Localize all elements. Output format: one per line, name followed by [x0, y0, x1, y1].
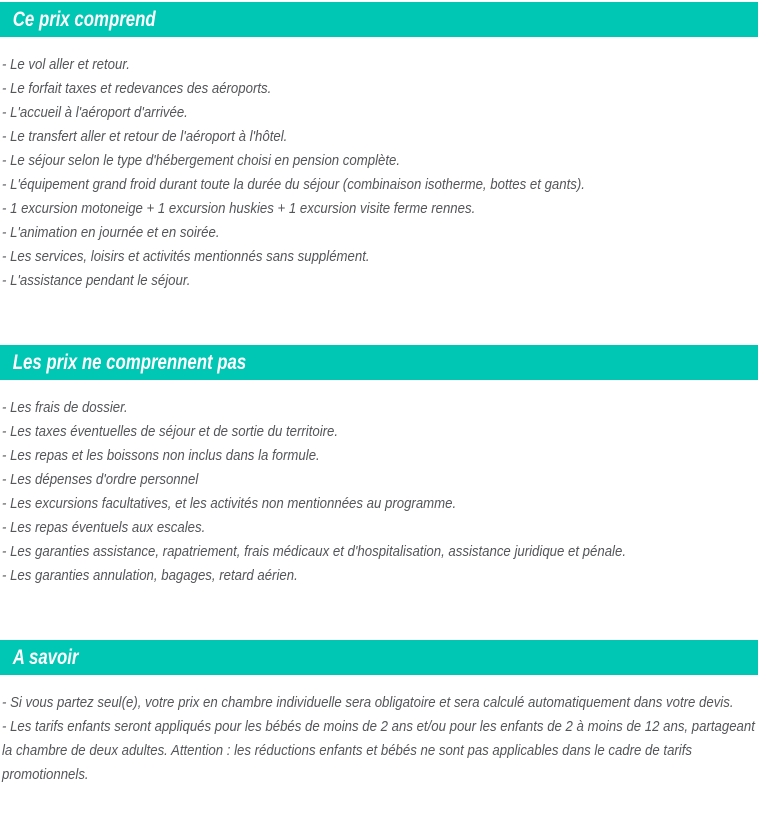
- list-item: - 1 excursion motoneige + 1 excursion huskies + 1 excursion visite ferme rennes.: [2, 200, 476, 217]
- list-item: - L'équipement grand froid durant toute la durée du séjour (combinaison isotherme, bottes et gants).: [2, 176, 585, 193]
- price-excludes-list: [2, 396, 756, 588]
- pricing-details-page: [0, 2, 758, 787]
- good-to-know-list: [2, 691, 756, 787]
- list-item: - L'assistance pendant le séjour.: [2, 272, 191, 289]
- section-body: [0, 37, 758, 293]
- list-item: - Le transfert aller et retour de l'aéroport à l'hôtel.: [2, 128, 288, 145]
- list-item: - L'animation en journée et en soirée.: [2, 224, 220, 241]
- section-header: [0, 2, 758, 37]
- list-item: - Les tarifs enfants seront appliqués pour les bébés de moins de 2 ans et/ou pour les enfants de 2 à moins de 12 ans, partageant la chambre de deux adultes. Attention : les réductions enfants et bébés ne sont pas applicables dans le cadre de tarifs promotionnels.: [2, 718, 755, 783]
- section-price-includes: [0, 2, 758, 293]
- list-item: - Si vous partez seul(e), votre prix en chambre individuelle sera obligatoire et sera calculé automatiquement dans votre devis.: [2, 694, 734, 711]
- section-title-good-to-know: A savoir: [12, 646, 79, 669]
- list-item: - Les repas éventuels aux escales.: [2, 519, 206, 536]
- section-header: [0, 640, 758, 675]
- list-item: - L'accueil à l'aéroport d'arrivée.: [2, 104, 188, 121]
- list-item: - Les frais de dossier.: [2, 399, 128, 416]
- list-item: - Le forfait taxes et redevances des aéroports.: [2, 80, 272, 97]
- price-includes-list: [2, 53, 756, 293]
- list-item: - Les repas et les boissons non inclus dans la formule.: [2, 447, 320, 464]
- section-body: [0, 675, 758, 787]
- section-header: [0, 345, 758, 380]
- list-item: - Les dépenses d'ordre personnel: [2, 471, 199, 488]
- list-item: - Les services, loisirs et activités mentionnés sans supplément.: [2, 248, 370, 265]
- section-good-to-know: [0, 640, 758, 787]
- section-title-price-excludes: Les prix ne comprennent pas: [12, 351, 247, 374]
- list-item: - Le séjour selon le type d'hébergement choisi en pension complète.: [2, 152, 401, 169]
- list-item: - Les excursions facultatives, et les activités non mentionnées au programme.: [2, 495, 457, 512]
- list-item: - Les taxes éventuelles de séjour et de sortie du territoire.: [2, 423, 339, 440]
- list-item: - Le vol aller et retour.: [2, 56, 130, 73]
- list-item: - Les garanties assistance, rapatriement, frais médicaux et d'hospitalisation, assistance juridique et pénale.: [2, 543, 627, 560]
- section-body: [0, 380, 758, 588]
- section-price-excludes: [0, 345, 758, 588]
- list-item: - Les garanties annulation, bagages, retard aérien.: [2, 567, 298, 584]
- section-title-price-includes: Ce prix comprend: [12, 8, 156, 31]
